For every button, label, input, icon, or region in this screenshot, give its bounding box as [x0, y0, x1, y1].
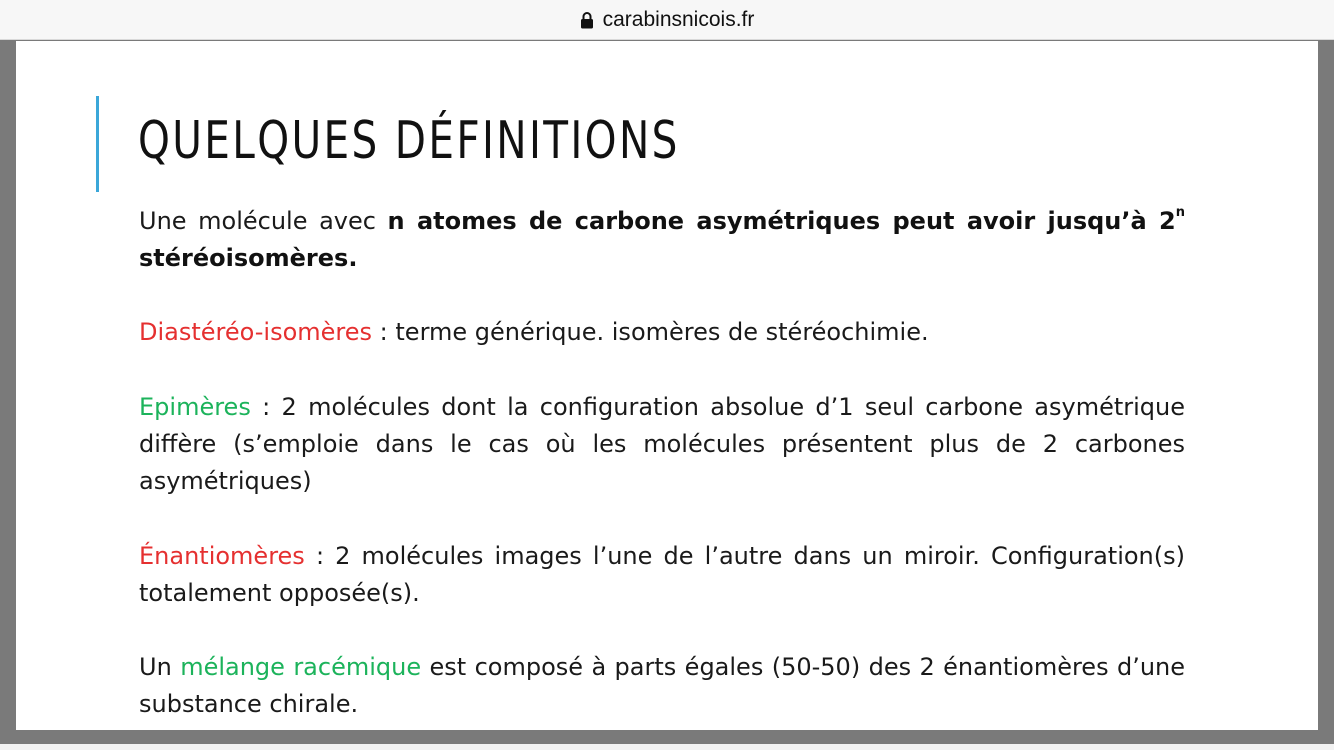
paragraph-epimeres	[139, 389, 1185, 500]
url-text[interactable]: carabinsnicois.fr	[602, 7, 755, 31]
next-slide-edge	[0, 744, 1334, 750]
p1-text: Une molécule avec	[139, 207, 388, 235]
term-diastereo: Diastéréo-isomères	[139, 318, 373, 346]
slide-title: QUELQUES DÉFINITIONS	[138, 111, 680, 171]
paragraph-racemique	[139, 649, 1185, 723]
p1-bold-end: stéréoisomères.	[139, 244, 358, 272]
def-enantiomeres: : 2 molécules images l’une de l’autre dans un miroir. Configuration(s) totalement opposée(s).	[139, 542, 1185, 607]
paragraph-diastereo	[139, 314, 1185, 351]
p1-sup: n	[1175, 205, 1185, 220]
def-epimeres: : 2 molécules dont la configuration absolue d’1 seul carbone asymétrique diffère (s’emploie dans le cas où les molécules présentent plus de 2 carbones asymétriques)	[139, 393, 1185, 495]
def-racemique: est composé à parts égales (50-50) des 2 énantiomères d’une substance chirale.	[139, 653, 1186, 718]
paragraph-stereoisomers	[139, 203, 1185, 277]
slide	[16, 41, 1318, 730]
term-racemique: mélange racémique	[180, 653, 422, 681]
title-accent-line	[96, 96, 99, 192]
lock-icon	[580, 11, 594, 29]
term-enantiomeres: Énantiomères	[139, 542, 305, 570]
address-bar[interactable]	[0, 0, 1334, 40]
p1-bold: n atomes de carbone asymétriques peut avoir jusqu’à 2	[387, 207, 1176, 235]
p5-text: Un	[139, 653, 181, 681]
term-epimeres: Epimères	[139, 393, 251, 421]
paragraph-enantiomeres	[139, 538, 1185, 612]
def-diastereo: : terme générique. isomères de stéréochimie.	[372, 318, 929, 346]
